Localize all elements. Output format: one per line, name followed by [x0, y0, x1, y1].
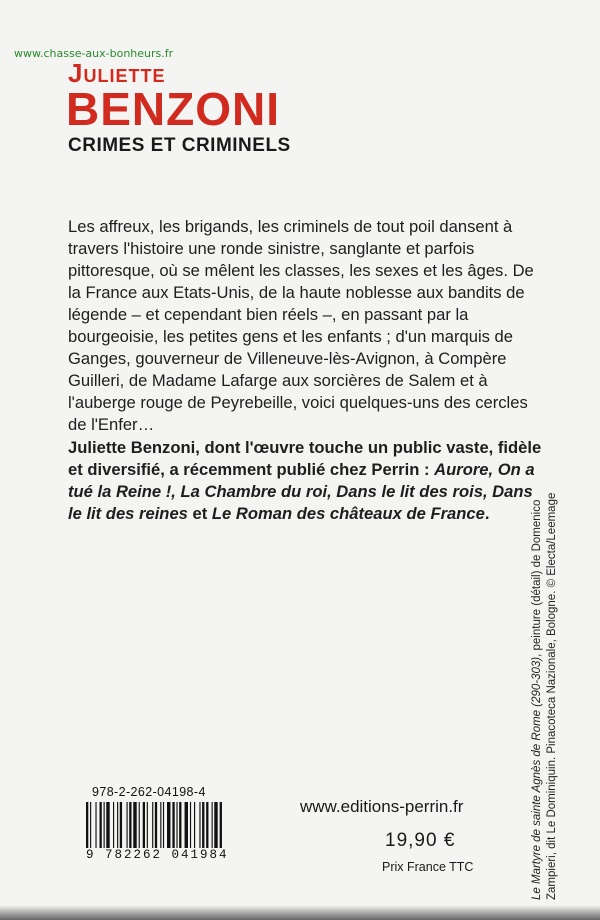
- isbn: 978-2-262-04198-4: [92, 785, 206, 799]
- watermark: www.chasse-aux-bonheurs.fr: [14, 47, 174, 60]
- book-title: CRIMES ET CRIMINELS: [68, 135, 291, 156]
- bio-end: .: [484, 504, 490, 523]
- price: 19,90 €: [385, 830, 456, 851]
- barcode-digits: 9 782262 041984: [86, 848, 229, 862]
- price-note: Prix France TTC: [382, 860, 474, 874]
- bio-last-title: Le Roman des châteaux de France: [211, 504, 485, 523]
- credit-artwork: Le Martyre de sainte Agnès de Rome (290-303): [531, 656, 543, 900]
- author-first-name: Juliette: [68, 58, 166, 88]
- bio-titles: Aurore, On a tué la Reine !, La Chambre du roi, Dans le lit des rois, Dans le lit des reines: [68, 460, 535, 523]
- author-last-name: BENZONI: [66, 83, 280, 135]
- bio-intro: Juliette Benzoni, dont l'œuvre touche un public vaste, fidèle et diversifié, a récemment publié chez Perrin :: [68, 438, 542, 479]
- author-bio: [68, 437, 548, 525]
- bio-conj: et: [187, 504, 212, 523]
- image-credit: [530, 460, 560, 900]
- credit-details: , peinture (détail) de Domenico Zampieri, dit Le Dominiquin. Pinacoteca Nazionale, Bologne. © Electa/Leemage: [531, 492, 558, 900]
- blurb-text: Les affreux, les brigands, les criminels de tout poil dansent à travers l'histoire une ronde sinistre, sanglante et parfois pittoresque, où se mêlent les classes, les sexes et les âges. De la France aux Etats-Unis, de la haute noblesse aux bandits de légende – et cependant bien réels –, en passant par la bourgeoisie, les petites gens et les enfants ; d'un marquis de Ganges, gouverneur de Villeneuve-lès-Avignon, à Compère Guilleri, de Madame Lafarge aux sorcières de Salem et à l'auberge rouge de Peyrebeille, voici quelques-uns des cercles de l'Enfer…: [68, 217, 534, 434]
- publisher-website: www.editions-perrin.fr: [300, 797, 464, 816]
- barcode: [84, 802, 264, 848]
- page-edge: [0, 905, 600, 920]
